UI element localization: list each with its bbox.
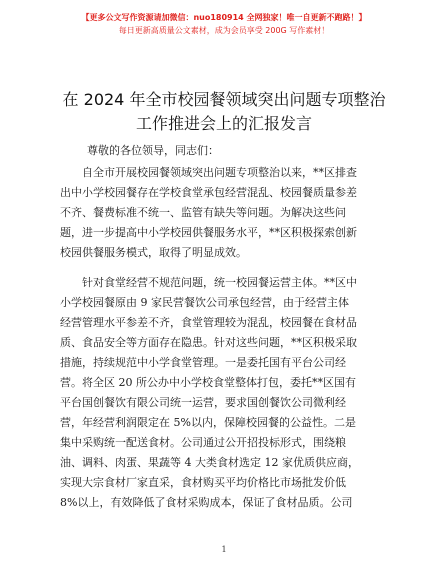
text-line: 针对食堂经营不规范问题，统一校园餐运营主体。**区中 [82,276,357,289]
text-line: 小学校园餐原由 9 家民营餐饮公司承包经营，由于经营主体 [60,296,349,309]
paragraph-2 [60,273,392,513]
text-line: 措施，持续规范中小学食堂管理。一是委托国有平台公司经 [60,356,346,369]
promo-banner-line2: 每日更新高质量公文素材，成为会员享受 200G 写作素材！ [118,26,330,35]
page-number: 1 [221,545,227,554]
paragraph-1 [60,163,392,263]
text-line: 营。将全区 20 所公办中小学校食堂整体打包，委托**区国有 [60,376,356,389]
text-line: 集中采购统一配送食材。公司通过公开招投标形式，围绕粮 [60,436,346,449]
text-line: 校园供餐服务模式，取得了明显成效。 [60,246,247,259]
promo-banner-line1: 【更多公文写作资源请加微信：nuo180914 全网独家！唯一自更新不跑路！】 [81,13,367,22]
text-line: 经营管理水平参差不齐，食堂管理较为混乱，校园餐在食材品 [60,316,357,329]
document-title: 在 2024 年全市校园餐领域突出问题专项整治工作推进会上的汇报发言 [62,90,386,133]
text-line: 出中小学校园餐存在学校食堂承包经营混乱、校园餐质量参差 [60,186,357,199]
text-line: 8%以上，有效降低了食材采购成本，保证了食材品质。公司 [60,496,353,509]
text-line: 平台国创餐饮有限公司统一运营，要求国创餐饮公司微利经 [60,396,346,409]
text-line: 营，年经营利润限定在 5%以内，保障校园餐的公益性。二是 [60,416,356,429]
text-line: 油、调料、肉蛋、果蔬等 4 大类食材选定 12 家优质供应商， [60,456,359,469]
text-line: 实现大宗食材厂家直采，食材购买平均价格比市场批发价低 [60,476,346,489]
text-line: 质、食品安全等方面存在隐患。针对这些问题，**区积极采取 [60,336,357,349]
text-line: 不齐、餐费标准不统一、监管有缺失等问题。为解决这些问 [60,206,346,219]
salutation: 尊敬的各位领导，同志们： [87,144,219,157]
text-line: 题，进一步提高中小学校园供餐服务水平，**区积极探索创新 [60,226,357,239]
text-line: 自全市开展校园餐领域突出问题专项整治以来，**区排查 [82,166,357,179]
